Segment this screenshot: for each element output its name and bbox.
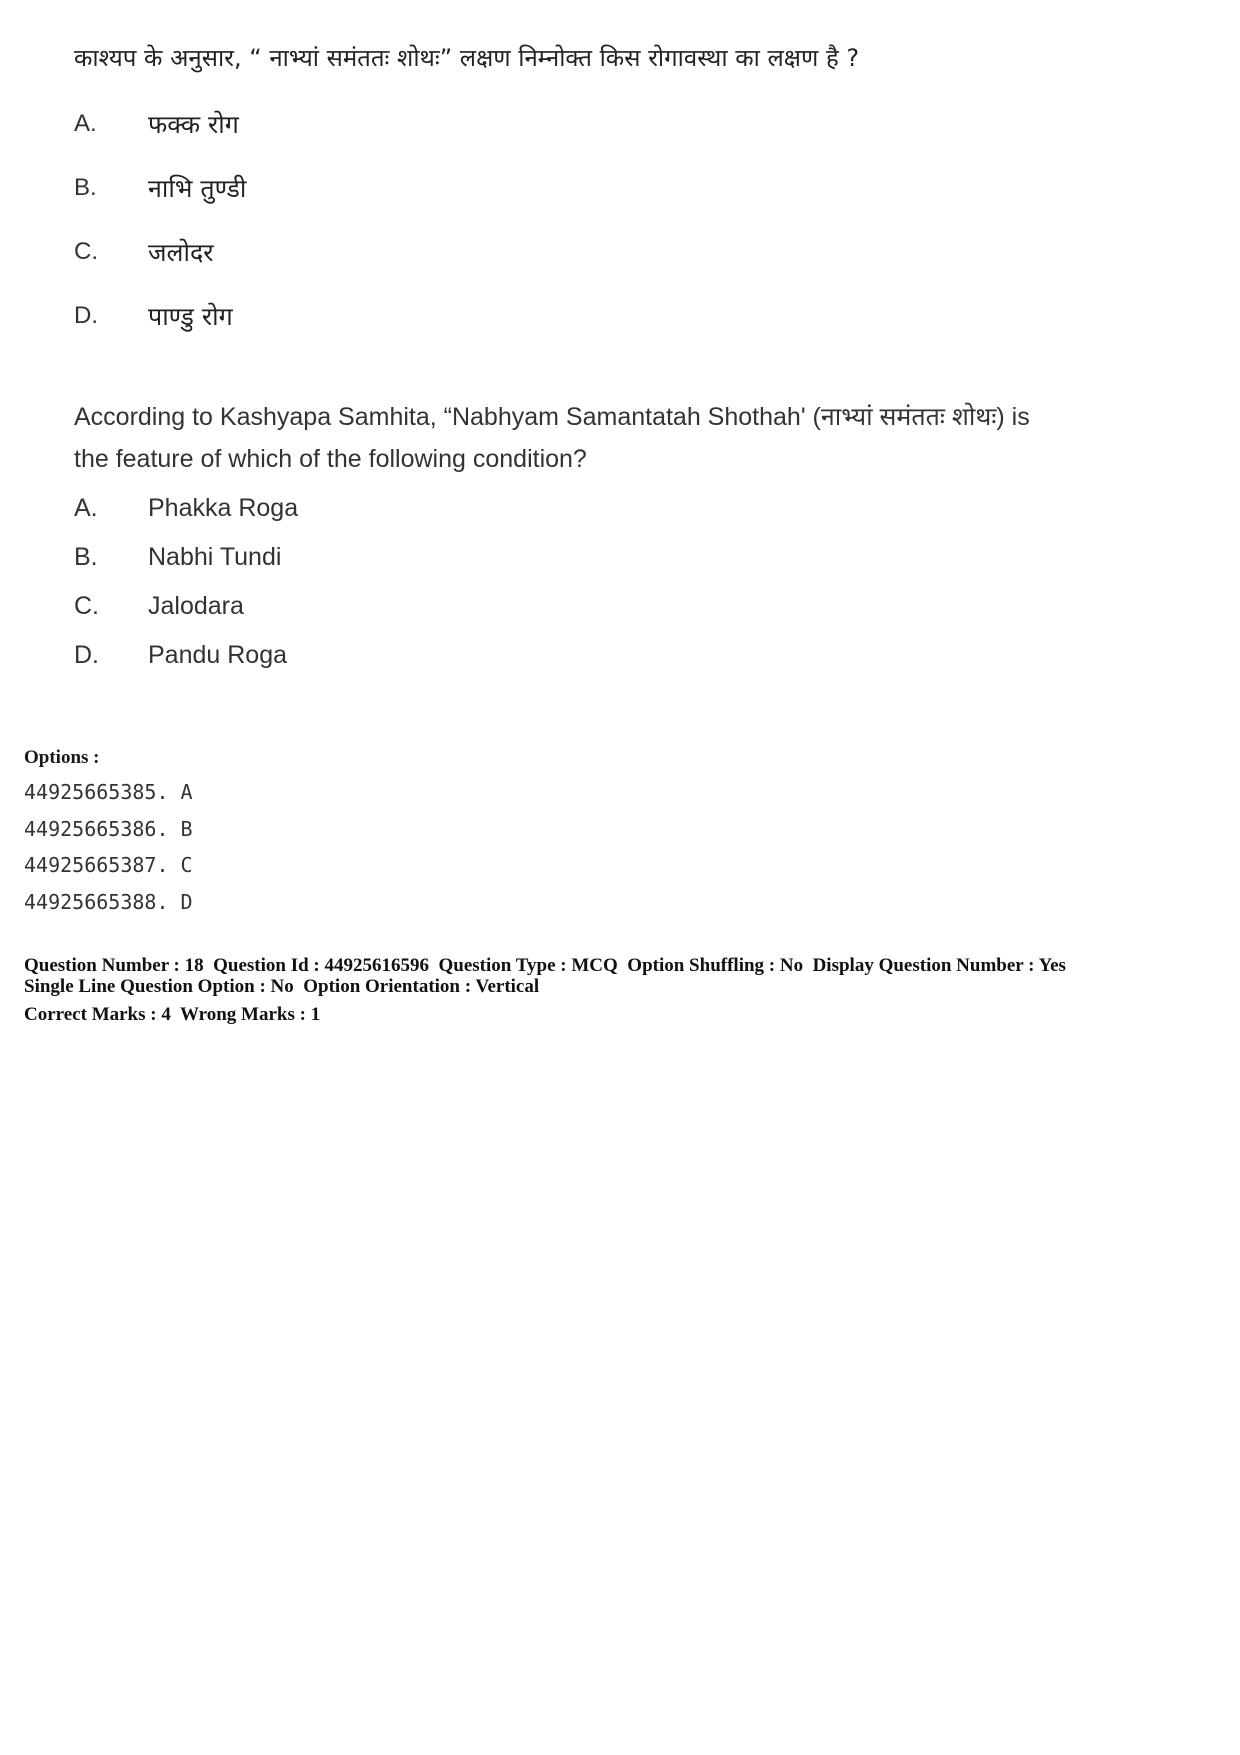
options-heading: Options : xyxy=(24,747,100,768)
option-letter: B. xyxy=(74,543,98,571)
marks-line: Correct Marks : 4 Wrong Marks : 1 xyxy=(24,1004,321,1025)
option-id-row: 44925665388. D xyxy=(24,889,193,914)
option-text: Phakka Roga xyxy=(148,494,299,522)
question-text-english-line1: According to Kashyapa Samhita, “Nabhyam Samantatah Shothah' (नाभ्यां समंततः शोथः) is xyxy=(74,403,1030,431)
option-letter: A. xyxy=(74,494,98,522)
question-image xyxy=(74,36,1154,680)
options-list xyxy=(24,746,193,920)
question-meta-line: Single Line Question Option : No Option Orientation : Vertical xyxy=(24,976,540,997)
option-text: फक्क रोग xyxy=(148,110,239,139)
hindi-option-c xyxy=(74,220,1154,284)
option-letter: A. xyxy=(74,110,97,137)
option-letter: C. xyxy=(74,238,98,265)
question-metadata xyxy=(24,955,1066,1025)
hindi-option-b xyxy=(74,156,1154,220)
hindi-option-d xyxy=(74,284,1154,348)
option-text: Nabhi Tundi xyxy=(148,543,282,571)
english-option-c xyxy=(74,582,1154,631)
option-id-row: 44925665385. A xyxy=(24,780,193,804)
english-option-d xyxy=(74,631,1154,680)
option-letter: C. xyxy=(74,592,99,620)
option-id-row: 44925665386. B xyxy=(24,816,193,841)
question-meta-line: Question Number : 18 Question Id : 44925616596 Question Type : MCQ Option Shuffling : No Display Question Number : Yes xyxy=(24,955,1066,976)
option-text: नाभि तुण्डी xyxy=(148,174,247,203)
option-letter: D. xyxy=(74,302,98,329)
english-option-b xyxy=(74,533,1154,582)
question-text-hindi: काश्यप के अनुसार, “ नाभ्यां समंततः शोथः” लक्षण निम्नोक्त किस रोगावस्था का लक्षण है ? xyxy=(74,44,860,72)
option-text: पाण्डु रोग xyxy=(148,302,233,331)
question-english-block xyxy=(74,396,1154,680)
option-text: जलोदर xyxy=(148,238,214,267)
english-option-a xyxy=(74,484,1154,533)
option-letter: D. xyxy=(74,641,99,669)
option-text: Jalodara xyxy=(148,592,244,620)
option-letter: B. xyxy=(74,174,97,201)
option-id-row: 44925665387. C xyxy=(24,853,193,877)
hindi-option-a xyxy=(74,92,1154,156)
question-text-english-line2: the feature of which of the following condition? xyxy=(74,445,587,473)
question-text-english xyxy=(74,396,1154,480)
option-text: Pandu Roga xyxy=(148,641,288,669)
